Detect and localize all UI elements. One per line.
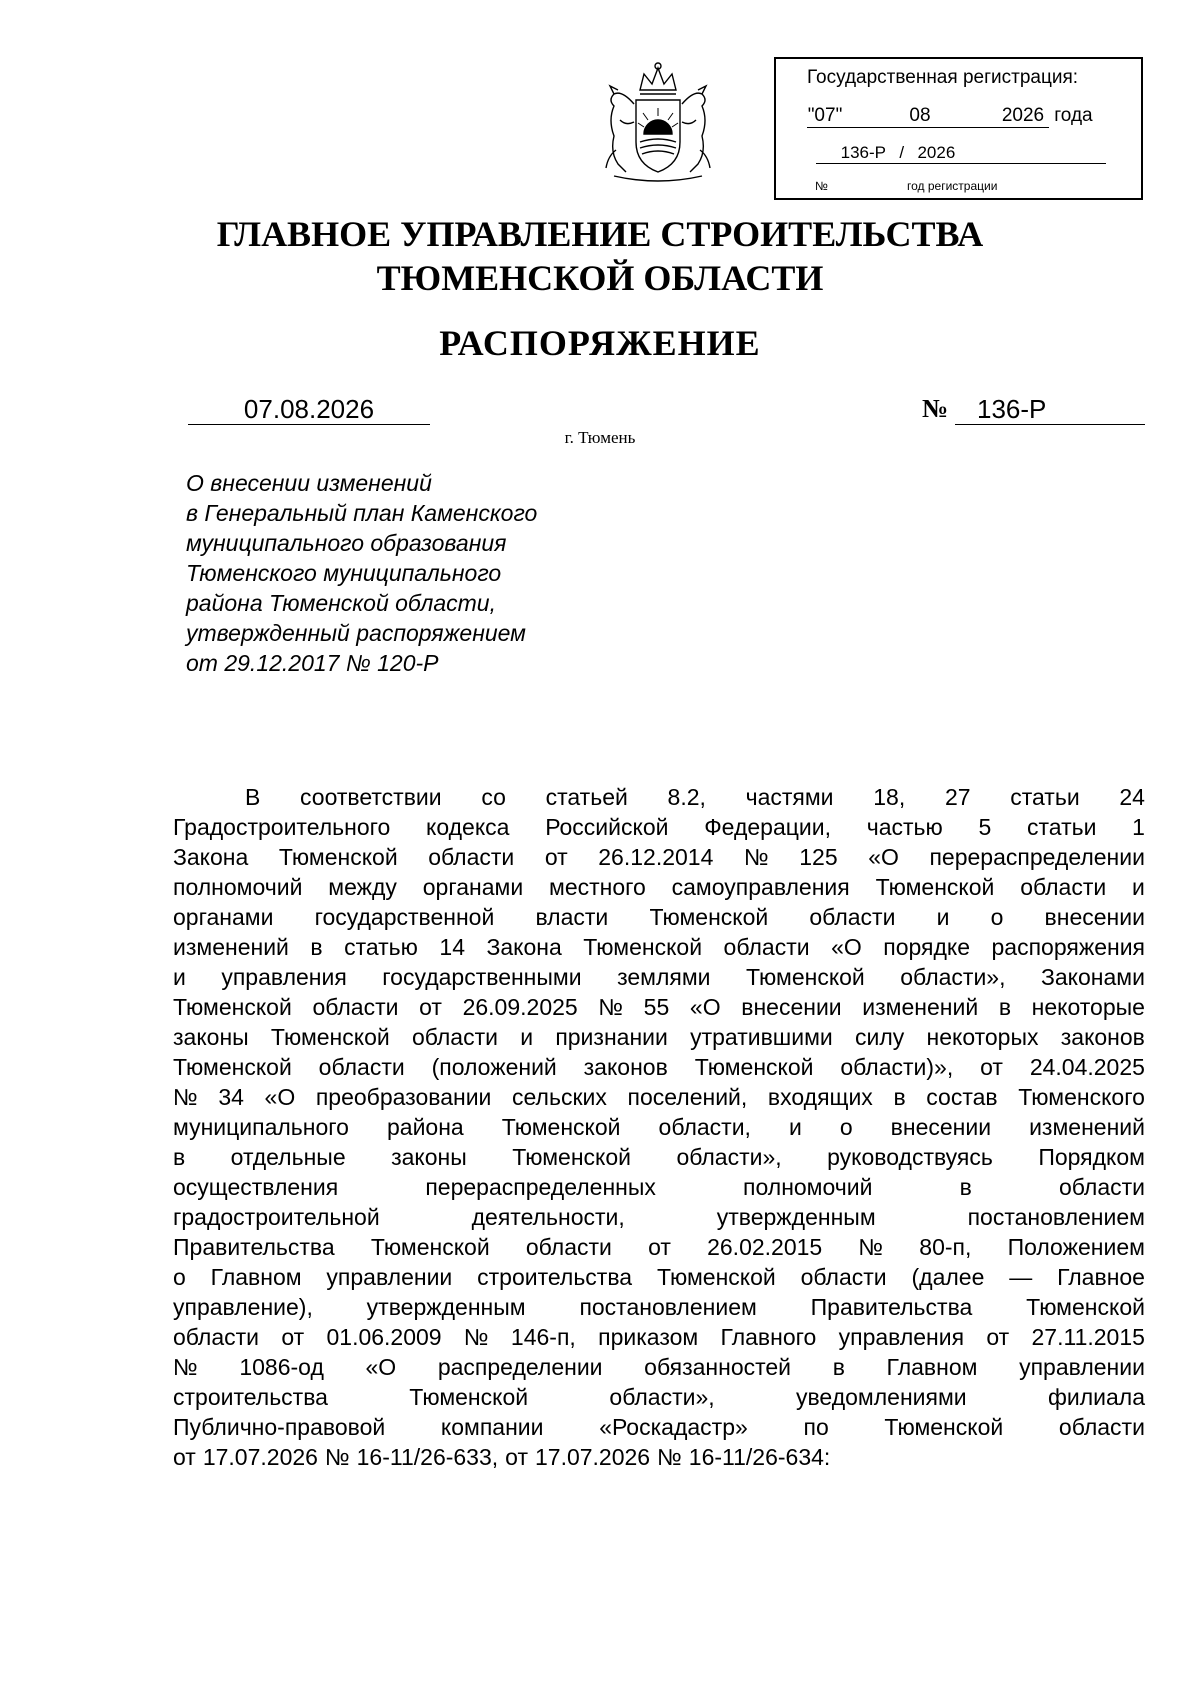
body-word: филиала [1047, 1384, 1145, 1410]
agency-name-line: ГЛАВНОЕ УПРАВЛЕНИЕ СТРОИТЕЛЬСТВА [216, 214, 984, 254]
registration-year: 2026 [997, 105, 1049, 128]
body-word: Тюменской [884, 1414, 1004, 1440]
body-word: некоторых [926, 1024, 1039, 1050]
body-word: 17.07.2026 [202, 1444, 318, 1470]
body-word: Главное [1057, 1264, 1145, 1290]
body-word: от [544, 844, 568, 870]
body-word: Публично-правовой [173, 1414, 386, 1440]
body-word: Федерации, [704, 814, 832, 840]
body-word: порядке [883, 934, 971, 960]
body-word: области [723, 934, 810, 960]
body-word: Главном [886, 1354, 978, 1380]
body-word: преобразовании [315, 1084, 492, 1110]
body-word: частью [866, 814, 943, 840]
body-word: — [1009, 1264, 1033, 1290]
body-line [173, 932, 1145, 962]
body-word: управления [838, 1324, 965, 1350]
body-word: № [324, 1444, 350, 1470]
body-line [173, 1232, 1145, 1262]
body-word: № [173, 1354, 198, 1380]
body-word: статьи [1010, 784, 1080, 810]
body-word: 16-11/26-633, [356, 1444, 499, 1470]
body-word: Порядком [1038, 1144, 1145, 1170]
body-word: распоряжения [991, 934, 1145, 960]
body-word: 16-11/26-634: [688, 1444, 831, 1470]
body-word: полномочий [173, 874, 303, 900]
body-word: внесении [741, 994, 842, 1020]
body-word: изменений [862, 994, 979, 1020]
body-word: градостроительной [173, 1204, 380, 1230]
coat-of-arms-emblem [600, 60, 716, 188]
body-word: силу [854, 1024, 905, 1050]
document-type: РАСПОРЯЖЕНИЕ [439, 323, 761, 363]
subject-line: утвержденный распоряжением [186, 620, 526, 646]
body-word: области», [609, 1384, 715, 1410]
body-word: 26.09.2025 [462, 994, 578, 1020]
body-word: полномочий [743, 1174, 873, 1200]
body-word: сельских [512, 1084, 607, 1110]
body-word: в [893, 1084, 906, 1110]
body-line [173, 1142, 1145, 1172]
body-line [173, 1172, 1145, 1202]
body-word: управления [221, 964, 347, 990]
body-word: со [481, 784, 506, 810]
body-line [173, 872, 1145, 902]
body-word: Тюменской [656, 1264, 776, 1290]
registration-number: 136-Р [840, 143, 886, 162]
body-word: перераспределении [929, 844, 1145, 870]
body-word: строительства [173, 1384, 328, 1410]
body-word: и [173, 964, 186, 990]
body-line [173, 1082, 1145, 1112]
body-word: Тюменской [694, 1054, 814, 1080]
body-word: компании [440, 1414, 544, 1440]
body-word: осуществления [173, 1174, 339, 1200]
body-word: 01.06.2009 [326, 1324, 442, 1350]
body-word: управлении [1019, 1354, 1145, 1380]
body-word: области [318, 1054, 405, 1080]
body-word: области [411, 1024, 498, 1050]
registration-reg-year: 2026 [917, 143, 956, 162]
body-word: № [463, 1324, 489, 1350]
body-word: управление), [173, 1294, 313, 1320]
body-word: Главном [210, 1264, 302, 1290]
body-word: отдельные [230, 1144, 346, 1170]
body-word: муниципального [173, 1114, 349, 1140]
body-word: в [173, 1144, 186, 1170]
body-word: входящих [767, 1084, 873, 1110]
body-word: землями [617, 964, 711, 990]
body-word: между [328, 874, 397, 900]
agency-name-line: ТЮМЕНСКОЙ ОБЛАСТИ [376, 258, 824, 298]
body-word: Закона [486, 934, 562, 960]
body-word: области [1058, 1174, 1145, 1200]
body-line [173, 782, 1145, 812]
body-word: постановлением [967, 1204, 1145, 1230]
body-line [173, 992, 1145, 1022]
body-word: Градостроительного [173, 814, 391, 840]
body-word: утвержденным [716, 1204, 876, 1230]
body-word: Тюменской [501, 1114, 621, 1140]
body-word: и [1132, 874, 1145, 900]
agency-name [0, 212, 1200, 300]
body-word: внесении [890, 1114, 992, 1140]
body-word: приказом [598, 1324, 699, 1350]
registration-date [807, 105, 1093, 128]
document-subject [186, 468, 626, 678]
body-word: обязанностей [644, 1354, 792, 1380]
body-word: «Роскадастр» [599, 1414, 748, 1440]
body-word: области [173, 1324, 260, 1350]
body-word: области», [676, 1144, 782, 1170]
registration-number-caption: № [815, 179, 828, 193]
body-word: области [809, 904, 896, 930]
body-word: состав [926, 1084, 998, 1110]
body-word: В [245, 784, 261, 810]
body-word: уведомлениями [795, 1384, 967, 1410]
body-word: «О [264, 1084, 296, 1110]
body-word: области, [658, 1114, 751, 1140]
registration-year-suffix: года [1054, 105, 1093, 126]
body-word: 27.11.2015 [1031, 1324, 1145, 1350]
subject-line: района Тюменской области, [186, 590, 496, 616]
body-word: признании [555, 1024, 668, 1050]
body-word: Тюменской [409, 1384, 529, 1410]
body-word: Правительства [173, 1234, 335, 1260]
body-word: внесении [1044, 904, 1145, 930]
body-word: о [173, 1264, 186, 1290]
body-word: 26.12.2014 [598, 844, 714, 870]
body-word: Положением [1007, 1234, 1145, 1260]
body-word: 125 [799, 844, 838, 870]
body-word: Тюменской [745, 964, 865, 990]
body-word: власти [535, 904, 609, 930]
body-word: области)», [840, 1054, 954, 1080]
body-word: в [310, 934, 323, 960]
body-word: органами [422, 874, 524, 900]
body-word: 14 [439, 934, 465, 960]
body-word: от [281, 1324, 305, 1350]
registration-title: Государственная регистрация: [807, 67, 1079, 88]
body-word: статью [344, 934, 418, 960]
body-word: законы [173, 1024, 249, 1050]
body-word: 1086-од [239, 1354, 324, 1380]
subject-line: муниципального образования [186, 530, 507, 556]
body-word: утвержденным [366, 1294, 526, 1320]
body-word: 18, [873, 784, 906, 810]
subject-line: Тюменского муниципального [186, 560, 502, 586]
registration-stamp [774, 57, 1143, 200]
body-word: от [505, 1444, 528, 1470]
body-word: от [986, 1324, 1010, 1350]
body-word: и [520, 1024, 534, 1050]
registration-number-line [816, 143, 1106, 164]
body-line [173, 1442, 1145, 1472]
body-line [173, 962, 1145, 992]
document-number: 136-Р [955, 394, 1145, 425]
body-word: Тюменской [875, 874, 995, 900]
body-word: изменений [1029, 1114, 1145, 1140]
body-word: статьей [545, 784, 628, 810]
document-date: 07.08.2026 [188, 394, 430, 425]
body-word: о [839, 1114, 853, 1140]
body-line [173, 842, 1145, 872]
body-word: Тюменской [583, 934, 703, 960]
body-word: (далее [911, 1264, 985, 1290]
body-word: постановлением [579, 1294, 757, 1320]
body-line [173, 1382, 1145, 1412]
registration-month: 08 [843, 105, 997, 128]
body-word: и [936, 904, 950, 930]
body-word: от [419, 994, 442, 1020]
body-word: самоуправления [671, 874, 850, 900]
body-word: законов [583, 1054, 668, 1080]
body-word: частями [745, 784, 834, 810]
body-word: 24.04.2025 [1029, 1054, 1145, 1080]
body-word: кодекса [426, 814, 510, 840]
subject-line: в Генеральный план Каменского [186, 500, 538, 526]
body-word: Тюменской [270, 1024, 390, 1050]
body-word: Правительства [810, 1294, 973, 1320]
body-word: № [858, 1234, 884, 1260]
body-word: Тюменской [649, 904, 769, 930]
body-word: Тюменской [173, 994, 292, 1020]
body-word: Тюменской [512, 1144, 631, 1170]
body-word: 8.2, [667, 784, 706, 810]
body-word: 146-п, [510, 1324, 576, 1350]
body-word: района [386, 1114, 464, 1140]
body-word: 26.02.2015 [707, 1234, 823, 1260]
body-word: 1 [1132, 814, 1145, 840]
body-line [173, 812, 1145, 842]
body-line [173, 1052, 1145, 1082]
body-word: области [428, 844, 515, 870]
body-word: области», [900, 964, 1006, 990]
body-line [173, 1412, 1145, 1442]
body-word: Тюменской [1026, 1294, 1145, 1320]
body-word: в [959, 1174, 972, 1200]
body-word: от [173, 1444, 196, 1470]
body-line [173, 1112, 1145, 1142]
body-word: «О [831, 934, 862, 960]
body-word: государственными [382, 964, 582, 990]
body-line [173, 1322, 1145, 1352]
document-city: г. Тюмень [564, 428, 636, 447]
body-word: № [657, 1444, 682, 1470]
body-word: Тюменской [173, 1054, 292, 1080]
registration-separator: / [899, 143, 905, 162]
body-word: 24 [1119, 784, 1145, 810]
body-word: 17.07.2026 [534, 1444, 651, 1470]
body-word: деятельности, [471, 1204, 625, 1230]
body-line [173, 1352, 1145, 1382]
body-word: (положений [431, 1054, 557, 1080]
body-word: строительства [477, 1264, 633, 1290]
body-word: в [998, 994, 1012, 1020]
body-word: от [648, 1234, 671, 1260]
body-line [173, 902, 1145, 932]
body-word: некоторые [1031, 994, 1145, 1020]
body-word: Тюменского [1018, 1084, 1145, 1110]
body-word: местного [549, 874, 646, 900]
body-word: от [980, 1054, 1003, 1080]
body-word: области [1020, 874, 1107, 900]
body-word: о [990, 904, 1004, 930]
body-line [173, 1022, 1145, 1052]
body-word: Российской [545, 814, 669, 840]
body-word: статьи [1027, 814, 1097, 840]
body-word: законы [391, 1144, 467, 1170]
body-word: управлении [326, 1264, 453, 1290]
body-word: соответствии [300, 784, 442, 810]
body-word: 5 [978, 814, 992, 840]
body-word: 34 [218, 1084, 244, 1110]
body-word: № [743, 844, 769, 870]
body-word: области [1058, 1414, 1145, 1440]
body-line [173, 1292, 1145, 1322]
registration-year-caption: год регистрации [907, 179, 998, 193]
body-word: Закона [173, 844, 249, 870]
body-word: Законами [1040, 964, 1145, 990]
document-body [173, 782, 1145, 1472]
body-word: 55 [643, 994, 670, 1020]
body-word: органами [173, 904, 274, 930]
body-word: и [788, 1114, 802, 1140]
body-line [173, 1202, 1145, 1232]
body-word: «О [689, 994, 721, 1020]
registration-day: "07" [807, 105, 843, 126]
subject-line: от 29.12.2017 № 120-Р [186, 650, 439, 676]
document-number-sign: № [922, 394, 949, 423]
body-word: «О [365, 1354, 397, 1380]
body-word: изменений [173, 934, 289, 960]
body-word: 80-п, [919, 1234, 972, 1260]
body-word: № [173, 1084, 198, 1110]
body-word: перераспределенных [425, 1174, 656, 1200]
body-word: Главного [720, 1324, 817, 1350]
body-word: 27 [944, 784, 971, 810]
body-word: руководствуясь [827, 1144, 993, 1170]
body-word: по [803, 1414, 829, 1440]
body-word: распределении [437, 1354, 603, 1380]
body-word: в [832, 1354, 845, 1380]
body-word: области [525, 1234, 612, 1260]
body-word: области [312, 994, 399, 1020]
body-word: государственной [314, 904, 495, 930]
body-word: области [800, 1264, 887, 1290]
body-line [173, 1262, 1145, 1292]
body-word: «О [868, 844, 899, 870]
body-word: № [598, 994, 624, 1020]
subject-line: О внесении изменений [186, 470, 432, 496]
body-word: поселений, [627, 1084, 748, 1110]
body-word: утратившими [690, 1024, 833, 1050]
body-word: Тюменской [370, 1234, 490, 1260]
body-word: законов [1060, 1024, 1145, 1050]
body-word: Тюменской [278, 844, 398, 870]
